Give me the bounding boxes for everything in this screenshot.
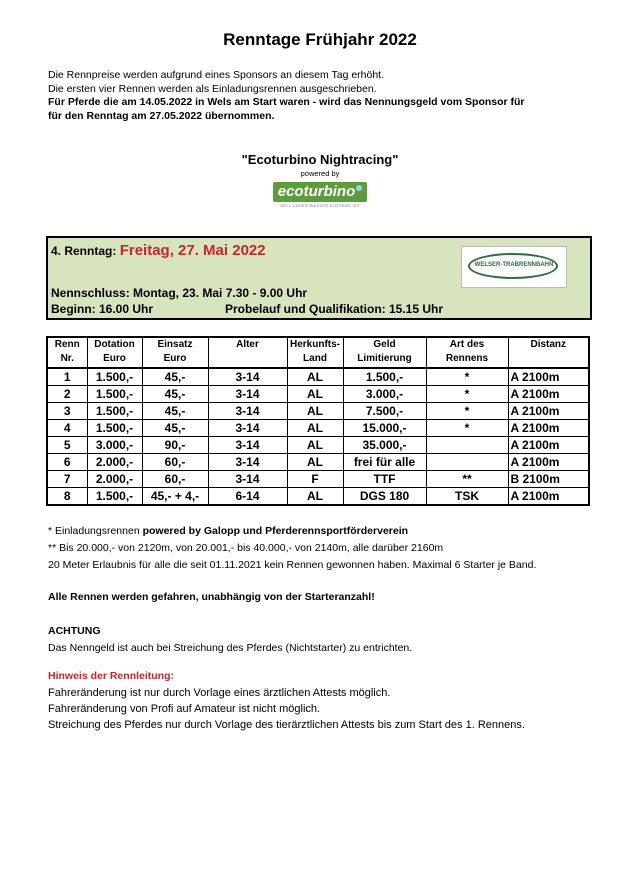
table-cell: AL [287, 437, 343, 454]
table-header-row [47, 337, 589, 368]
achtung-text: Das Nenngeld ist auch bei Streichung des Pferdes (Nichtstarter) zu entrichten. [48, 642, 413, 654]
footnote-allowance: 20 Meter Erlaubnis für alle die seit 01.11.2021 kein Rennen gewonnen haben. Maximal 6 Starter je Band. [48, 559, 537, 571]
race-day-date: Freitag, 27. Mai 2022 [119, 242, 266, 259]
table-cell: 45,- [142, 403, 208, 420]
table-cell: 7 [47, 471, 87, 488]
table-cell: 1.500,- [87, 420, 142, 437]
column-header: Dotation Euro [87, 337, 142, 368]
table-cell: 6 [47, 454, 87, 471]
table-cell: 45,- + 4,- [142, 488, 208, 506]
table-cell: 3-14 [208, 403, 287, 420]
intro-line: Die Rennpreise werden aufgrund eines Sponsors an diesem Tag erhöht. [48, 69, 385, 81]
achtung-heading: ACHTUNG [48, 625, 101, 637]
table-cell: frei für alle [343, 454, 426, 471]
table-cell: A 2100m [508, 488, 589, 506]
hinweis-heading: Hinweis der Rennleitung: [48, 670, 175, 682]
footnotes [48, 523, 536, 574]
table-cell: 45,- [142, 368, 208, 386]
table-cell: 1 [47, 368, 87, 386]
hinweis-line: Fahreränderung ist nur durch Vorlage eines ärztlichen Attests möglich. [48, 687, 391, 699]
event-title: "Ecoturbino Nightracing" [241, 152, 399, 167]
table-cell: 8 [47, 488, 87, 506]
table-cell: F [287, 471, 343, 488]
race-day-label: 4. Renntag: [51, 244, 117, 258]
table-cell: * [426, 368, 508, 386]
column-header: Geld Limitierung [343, 337, 426, 368]
track-logo [461, 246, 567, 288]
logo-text: ecoturbino [277, 183, 356, 200]
table-cell: A 2100m [508, 437, 589, 454]
table-cell: * [426, 403, 508, 420]
table-row [47, 454, 589, 471]
page-title: Renntage Frühjahr 2022 [223, 30, 417, 49]
table-cell [426, 437, 508, 454]
table-cell: 2.000,- [87, 454, 142, 471]
table-cell: TTF [343, 471, 426, 488]
table-row [47, 368, 589, 386]
table-cell: AL [287, 488, 343, 506]
intro-text [48, 69, 608, 123]
table-cell: 60,- [142, 454, 208, 471]
table-cell: DGS 180 [343, 488, 426, 506]
column-header: Einsatz Euro [142, 337, 208, 368]
table-cell: 1.500,- [343, 368, 426, 386]
beginn-text: Beginn: 16.00 Uhr [51, 302, 154, 316]
column-header: Herkunfts- Land [287, 337, 343, 368]
table-cell: ** [426, 471, 508, 488]
table-cell: 45,- [142, 386, 208, 403]
table-cell: 3-14 [208, 454, 287, 471]
table-cell: A 2100m [508, 386, 589, 403]
table-row [47, 386, 589, 403]
table-cell: 3.000,- [87, 437, 142, 454]
table-cell: AL [287, 403, 343, 420]
table-cell: 60,- [142, 471, 208, 488]
table-row [47, 420, 589, 437]
all-races-notice: Alle Rennen werden gefahren, unabhängig von der Starteranzahl! [48, 591, 375, 603]
table-cell: 2 [47, 386, 87, 403]
race-day-info-box [46, 236, 592, 320]
table-cell: 3-14 [208, 471, 287, 488]
table-cell: AL [287, 386, 343, 403]
logo-tagline: WEIL UNSER WASSER KOSTBAR IST [280, 203, 360, 208]
table-cell: AL [287, 368, 343, 386]
powered-by-label: powered by [300, 169, 340, 178]
table-cell: 35.000,- [343, 437, 426, 454]
table-cell: 1.500,- [87, 368, 142, 386]
ecoturbino-logo-bar [273, 182, 367, 202]
race-day-line [51, 242, 266, 259]
table-cell: 7.500,- [343, 403, 426, 420]
races-table [46, 336, 590, 506]
table-cell: A 2100m [508, 403, 589, 420]
intro-line-bold: für den Renntag am 27.05.2022 übernommen. [48, 109, 275, 122]
hinweis-line: Fahreränderung von Profi auf Amateur ist nicht möglich. [48, 703, 321, 715]
table-cell: 6-14 [208, 488, 287, 506]
table-cell: A 2100m [508, 454, 589, 471]
probelauf-text: Probelauf und Qualifikation: 15.15 Uhr [225, 302, 444, 316]
table-cell: 3-14 [208, 368, 287, 386]
column-header: Alter [208, 337, 287, 368]
table-cell: 3-14 [208, 386, 287, 403]
ecoturbino-logo [273, 182, 367, 208]
table-cell: A 2100m [508, 420, 589, 437]
table-cell: 1.500,- [87, 403, 142, 420]
table-cell: TSK [426, 488, 508, 506]
table-row [47, 403, 589, 420]
table-cell: 3 [47, 403, 87, 420]
table-row [47, 471, 589, 488]
hinweis-list [48, 685, 525, 733]
table-cell: 15.000,- [343, 420, 426, 437]
table-cell: * [426, 386, 508, 403]
event-header [0, 152, 640, 208]
table-cell: 1.500,- [87, 488, 142, 506]
footnote-invitation: * Einladungsrennen powered by Galopp und Pferderennsportförderverein [48, 525, 409, 537]
intro-line-bold: Für Pferde die am 14.05.2022 in Wels am Start waren - wird das Nennungsgeld vom Sponsor für [48, 96, 525, 108]
table-row [47, 488, 589, 506]
table-cell: 3-14 [208, 437, 287, 454]
table-cell: 3.000,- [343, 386, 426, 403]
column-header: Art des Rennens [426, 337, 508, 368]
table-row [47, 437, 589, 454]
table-cell: 3-14 [208, 420, 287, 437]
table-cell: 90,- [142, 437, 208, 454]
column-header: Distanz [508, 337, 589, 368]
track-logo-text: WELSER-TRABRENNBAHN [474, 262, 554, 268]
intro-line: Die ersten vier Rennen werden als Einladungsrennen ausgeschrieben. [48, 82, 377, 95]
footnote-distance: ** Bis 20.000,- von 2120m, von 20.001,- bis 40.000,- von 2140m, alle darüber 2160m [48, 542, 444, 554]
table-cell [426, 454, 508, 471]
table-cell: 5 [47, 437, 87, 454]
table-cell: 4 [47, 420, 87, 437]
table-cell: 1.500,- [87, 386, 142, 403]
table-cell: * [426, 420, 508, 437]
start-times [51, 302, 444, 316]
table-cell: A 2100m [508, 368, 589, 386]
hinweis-line: Streichung des Pferdes nur durch Vorlage des tierärztlichen Attests bis zum Start des 1. Rennens. [48, 719, 525, 731]
table-cell: B 2100m [508, 471, 589, 488]
table-cell: 45,- [142, 420, 208, 437]
table-cell: AL [287, 454, 343, 471]
column-header: Renn Nr. [47, 337, 87, 368]
table-cell: AL [287, 420, 343, 437]
table-cell: 2.000,- [87, 471, 142, 488]
nennschluss-text: Nennschluss: Montag, 23. Mai 7.30 - 9.00 Uhr [51, 286, 308, 300]
logo-dot-icon [356, 185, 362, 191]
